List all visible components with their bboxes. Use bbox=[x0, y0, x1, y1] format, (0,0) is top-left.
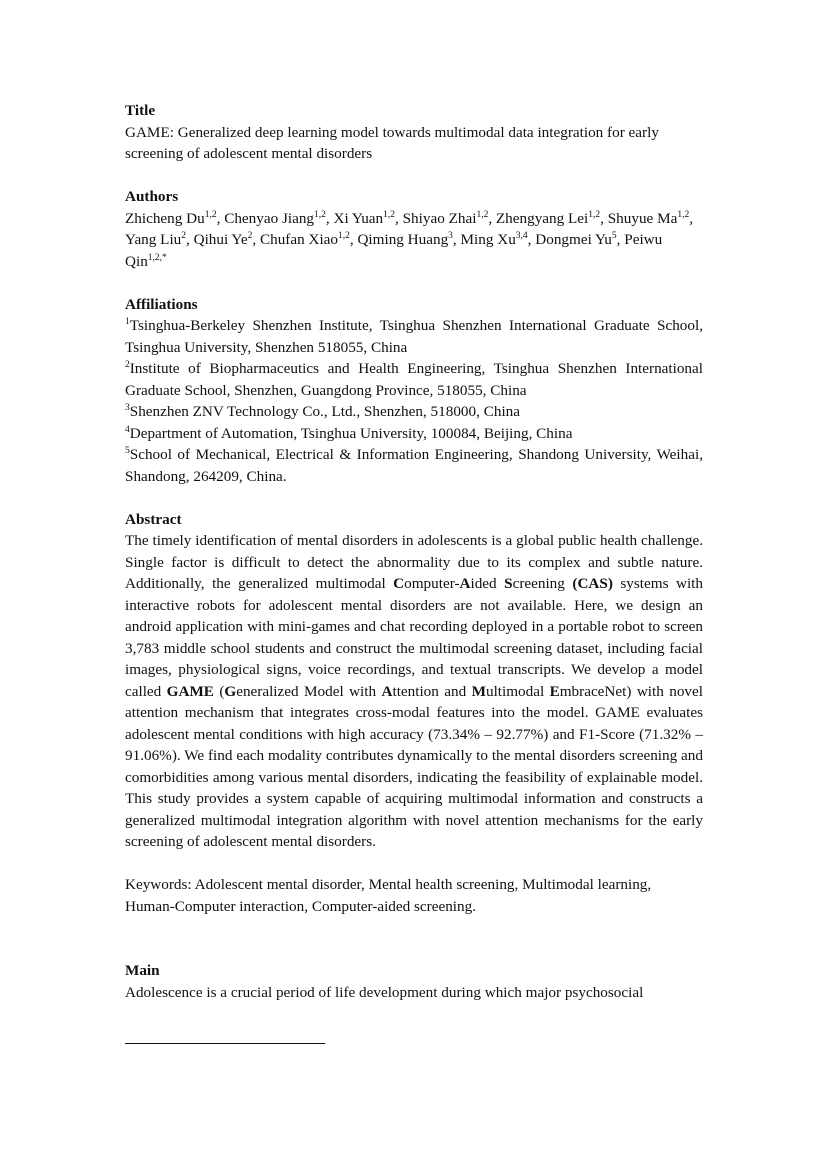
author-name: Chufan Xiao bbox=[259, 231, 338, 248]
author-name: Peiwu Qin bbox=[125, 231, 663, 270]
author-affiliation-mark: 5 bbox=[611, 230, 617, 241]
author-affiliation-mark: 1,2 bbox=[476, 209, 489, 220]
affiliation-item bbox=[125, 315, 703, 358]
author-name: Qihui Ye bbox=[193, 231, 248, 248]
abstract-heading: Abstract bbox=[125, 510, 182, 528]
author-affiliation-mark: 3,4 bbox=[515, 230, 528, 241]
author bbox=[125, 210, 217, 227]
affiliations-heading: Affiliations bbox=[125, 295, 198, 313]
affiliation-text: School of Mechanical, Electrical & Information Engineering, Shandong University, Weihai, Shandong, 264209, China. bbox=[125, 446, 703, 485]
author bbox=[194, 231, 253, 248]
author-affiliation-mark: 1,2,* bbox=[147, 252, 167, 263]
author-affiliation-mark: 3 bbox=[448, 230, 453, 241]
author-affiliation-mark: 2 bbox=[247, 230, 253, 241]
author-affiliation-mark: 1,2 bbox=[677, 209, 690, 220]
author-name: Ming Xu bbox=[460, 231, 516, 248]
author-affiliation-mark: 1,2 bbox=[588, 209, 601, 220]
author-name: Zhicheng Du bbox=[125, 209, 205, 227]
main-text: Adolescence is a crucial period of life development during which major psychosocial bbox=[125, 983, 644, 1001]
author bbox=[496, 210, 600, 227]
affiliation-text: Department of Automation, Tsinghua University, 100084, Beijing, China bbox=[129, 424, 573, 442]
affiliation-item bbox=[125, 358, 703, 401]
affiliation-text: Institute of Biopharmaceutics and Health Engineering, Tsinghua Shenzhen International Graduate School, Shenzhen, Guangdong Province, 518055, China bbox=[125, 360, 703, 399]
authors-heading: Authors bbox=[125, 188, 179, 205]
affiliation-number: 4 bbox=[125, 424, 130, 435]
affiliation-text: Shenzhen ZNV Technology Co., Ltd., Shenzhen, 518000, China bbox=[129, 403, 520, 420]
paper-title: GAME: Generalized deep learning model towards multimodal data integration for early screening of adolescent mental disorders bbox=[125, 123, 659, 162]
author-name: Qiming Huang bbox=[357, 231, 449, 248]
author-name: Yang Liu bbox=[125, 231, 182, 248]
author-name: Zhengyang Lei bbox=[495, 209, 589, 227]
author bbox=[461, 231, 528, 248]
affiliation-item bbox=[125, 423, 703, 445]
footnote-divider bbox=[125, 1043, 325, 1044]
author-name: Xi Yuan bbox=[333, 209, 384, 227]
author-affiliation-mark: 2 bbox=[181, 230, 187, 241]
author-name: Chenyao Jiang bbox=[224, 209, 315, 227]
authors-list: Zhicheng Du$^{1,2}$, Chenyao Jiang$^{1,2}$, Xi Yuan$^{1,2}$, Shiyao Zhai$^{1,2}$, Zhengyang Lei$^{1,2}$, Shuyue Ma$^{1,2}$, Yang Liu$^2$, Qihui Ye$^2$, Chufan Xiao$^{1,2}$, Qiming Huang$^3$, Ming Xu$^{3,4}$, Dongmei Yu$^5$, Peiwu Qin$^{1,2,*}$ bbox=[125, 209, 694, 270]
author-name: Shiyao Zhai bbox=[402, 209, 477, 227]
title-heading: Title bbox=[125, 102, 156, 119]
affiliation-number: 1 bbox=[125, 316, 130, 327]
affiliations-list bbox=[125, 315, 703, 487]
author-affiliation-mark: 1,2 bbox=[338, 230, 350, 241]
abstract-text: The timely identification of mental disorders in adolescents is a global public health challenge. Single factor is difficult to detect the abnormality due to its complex and subtle nature. Additionally, the generalized multimodal Computer-Aided Screening (CAS) systems with interactive robots for adolescent mental disorders are not available. Here, we design an android application with mini-games and chat recording deployed in a portable robot to screen 3,783 middle school students and construct the multimodal screening dataset, including facial images, physiological signs, voice recordings, and textual transcripts. We develop a model called GAME (Generalized Model with Attention and Multimodal EmbraceNet) with novel attention mechanism that integrates cross-modal features into the model. GAME evaluates adolescent mental conditions with high accuracy (73.34% – 92.77%) and F1-Score (71.32% – 91.06%). We find each modality contributes dynamically to the mental disorders screening and comorbidities among various mental disorders, indicating the feasibility of explainable model. This study provides a system capable of acquiring multimodal information and constructs a generalized multimodal integration algorithm with novel attention mechanisms for the early screening of adolescent mental disorders. bbox=[125, 532, 703, 850]
author bbox=[260, 231, 350, 248]
author bbox=[357, 231, 452, 248]
author bbox=[403, 210, 489, 227]
author bbox=[224, 210, 326, 227]
author bbox=[125, 231, 186, 248]
main-heading: Main bbox=[125, 962, 160, 979]
author-affiliation-mark: 1,2 bbox=[314, 209, 326, 220]
author-affiliation-mark: 1,2 bbox=[204, 209, 217, 220]
affiliation-text: Tsinghua-Berkeley Shenzhen Institute, Tsinghua Shenzhen International Graduate School, Tsinghua University, Shenzhen 518055, China bbox=[125, 317, 703, 356]
affiliation-item bbox=[125, 401, 703, 423]
paper-page bbox=[125, 100, 703, 1003]
author bbox=[334, 210, 396, 227]
author-name: Shuyue Ma bbox=[607, 209, 678, 227]
author bbox=[608, 210, 689, 227]
affiliation-number: 3 bbox=[125, 402, 130, 413]
affiliation-number: 5 bbox=[125, 445, 130, 456]
author bbox=[535, 231, 616, 248]
keywords: Keywords: Adolescent mental disorder, Mental health screening, Multimodal learning, Human-Computer interaction, Computer-aided screening. bbox=[125, 876, 652, 915]
author-affiliation-mark: 1,2 bbox=[383, 209, 396, 220]
affiliation-item bbox=[125, 444, 703, 487]
author-name: Dongmei Yu bbox=[535, 231, 612, 248]
affiliation-number: 2 bbox=[125, 359, 130, 370]
